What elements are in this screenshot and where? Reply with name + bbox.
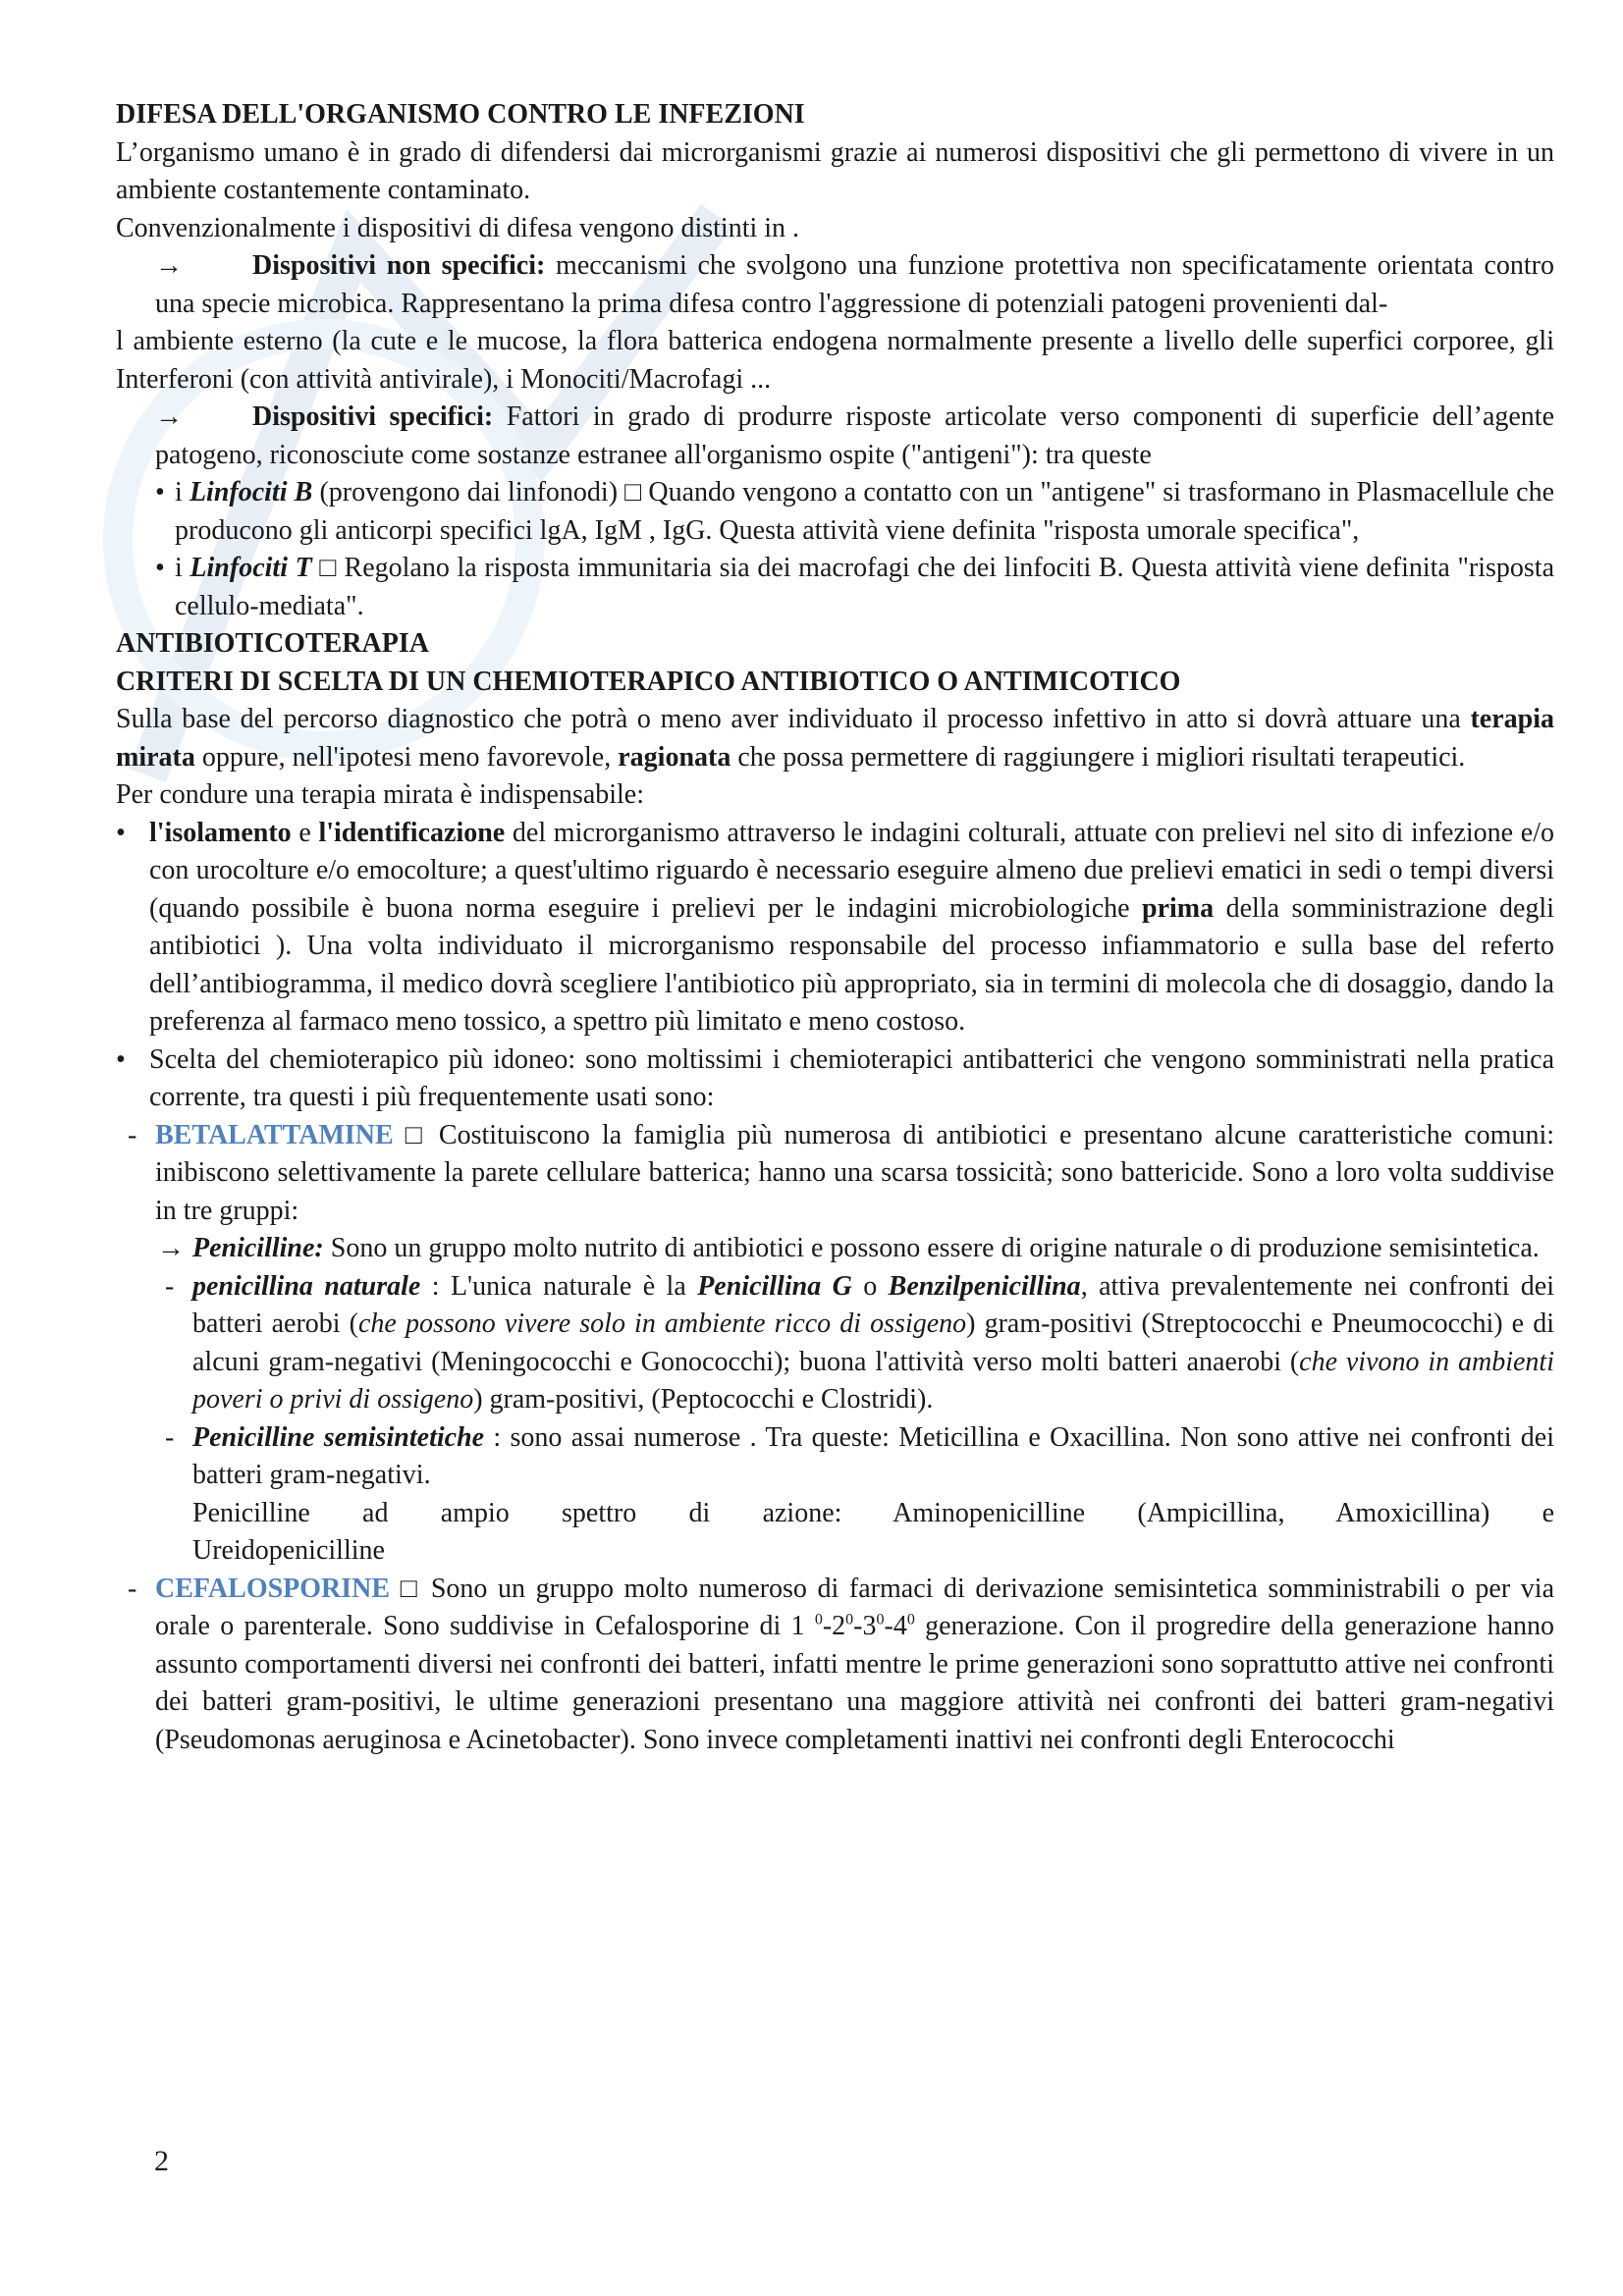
text-linfociti-t: □ Regolano la risposta immunitaria sia dei macrofagi che dei linfociti B. Questa attività viene definita "risposta cellulo-mediata". — [175, 553, 1555, 621]
heading-criteri: CRITERI DI SCELTA DI UN CHEMIOTERAPICO ANTIBIOTICO O ANTIMICOTICO — [116, 666, 1181, 697]
text-specific: Fattori in grado di produrre risposte articolate verso componenti di superficie dell’agente patogeno, riconosciute come sostanze estranee all'organismo ospite ("antigeni"): tra queste — [155, 401, 1555, 470]
label-linfociti-t: Linfociti T — [189, 553, 312, 583]
text-prefix: i — [175, 477, 189, 507]
list-item-nonspecific — [116, 247, 1554, 323]
text-e: e — [291, 817, 319, 848]
list-item-linfociti-t — [116, 550, 1554, 625]
sup-0: 0 — [906, 1611, 915, 1629]
sup-0: 0 — [845, 1611, 854, 1629]
text-pn-italic2: che vivono in ambienti poveri o privi di ossigeno — [192, 1346, 1554, 1415]
text-pn2: o — [851, 1270, 889, 1302]
text-a2: oppure, nell'ipotesi meno favorevole, — [194, 741, 619, 773]
label-cefalosporine: CEFALOSPORINE — [155, 1573, 391, 1604]
text-pn4: ) gram-positivi (Streptococchi e Pneumococchi) e di alcuni gram-negativi (Meningococchi e Gonococchi); buona l'attività verso molti batteri anaerobi ( — [192, 1308, 1554, 1377]
text-iso2: della somministrazione degli antibiotici ). Una volta individuato il microrganismo responsabile del processo infiammatorio e sulla base del referto dell’antibiogramma, il medico dovrà scegliere l'antibiotico più appropriato, sia in termini di molecola che di dosaggio, dando la preferenza al farmaco meno tossico, a spettro più limitato e meno costoso. — [149, 892, 1554, 1037]
text-nonspecific: meccanismi che svolgono una funzione protettiva non specificatamente orientata contro una specie microbica. Rappresentano la prima difesa contro l'aggressione di potenziali patogeni provenienti dal- — [155, 250, 1554, 319]
text-cef3: -3 — [853, 1611, 877, 1641]
arrow-icon: → — [155, 401, 183, 432]
paragraph-intro: L’organismo umano è in grado di difendersi dai microrganismi grazie ai numerosi dispositivi che gli permettono di vivere in un ambiente costantemente contaminato. — [116, 136, 1554, 205]
text-benzilpenicillina: Benzilpenicillina — [888, 1270, 1081, 1302]
sup-0: 0 — [876, 1611, 885, 1629]
text-isolamento: l'isolamento — [149, 817, 292, 848]
bullet-icon: • — [155, 553, 165, 583]
list-item-penicilline — [116, 1230, 1554, 1268]
text-cef2: -2 — [822, 1611, 846, 1641]
list-item-linfociti-b — [116, 474, 1554, 550]
sup-0: 0 — [814, 1611, 823, 1629]
text-pn1: : L'unica naturale è la — [420, 1270, 698, 1302]
arrow-icon: → — [157, 1233, 185, 1263]
text-a3: che possa permettere di raggiungere i migliori risultati terapeutici. — [730, 741, 1466, 773]
label-penicilline-semisintetiche: Penicilline semisintetiche — [192, 1421, 485, 1453]
heading-difesa: DIFESA DELL'ORGANISMO CONTRO LE INFEZIONI — [116, 99, 805, 130]
text-betalattamine: □ Costituiscono la famiglia più numerosa di antibiotici e presentano alcune caratteristiche comuni: inibiscono selettivamente la parete cellulare batterica; hanno una scarsa tossicità; sono battericide. Sono a loro volta suddivise in tre gruppi: — [155, 1119, 1554, 1226]
text-penicilline: Sono un gruppo molto nutrito di antibiotici e possono essere di origine naturale o di produzione semisintetica. — [323, 1233, 1540, 1263]
text-ragionata: ragionata — [618, 741, 731, 773]
text-terapia-mirata: terapia mirata — [116, 704, 1554, 773]
text-pn5: ) gram-positivi, (Peptococchi e Clostridi). — [473, 1384, 934, 1415]
text-iso1: del microrganismo attraverso le indagini colturali, attuate con prelievi nel sito di infezione e/o con urocolture e/o emocolture; a quest'ultimo riguardo è necessario eseguire almeno due prelievi ematici in sedi o tempi diversi (quando possibile è buona norma eseguire i prelievi per le indagini microbiologiche — [149, 817, 1554, 924]
dash-icon: - — [128, 1119, 137, 1150]
paragraph-conv: Convenzionalmente i dispositivi di difesa vengono distinti in . — [116, 212, 800, 243]
text-prefix: i — [175, 553, 190, 583]
list-item-specific — [116, 399, 1554, 474]
text-penicillina-g: Penicillina G — [697, 1270, 852, 1302]
text-scelta: Scelta del chemioterapico più idoneo: sono moltissimi i chemioterapici antibatterici che vengono somministrati nella pratica corrente, tra questi i più frequentemente usati sono: — [149, 1043, 1554, 1112]
document-body — [116, 96, 1554, 1759]
list-item-penicillina-naturale — [116, 1268, 1554, 1419]
label-specific: Dispositivi specifici: — [252, 401, 494, 432]
paragraph-ureidopenicilline: Ureidopenicilline — [192, 1535, 385, 1566]
label-betalattamine: BETALATTAMINE — [155, 1119, 394, 1150]
list-item-scelta — [116, 1041, 1554, 1117]
dash-icon: - — [165, 1421, 175, 1453]
dash-icon: - — [128, 1573, 137, 1604]
text-linfociti-b: (provengono dai linfonodi) □ Quando vengono a contatto con un "antigene" si trasformano in Plasmacellule che producono gli anticorpi specifici lgA, IgM , IgG. Questa attività viene definita "risposta umorale specifica", — [175, 477, 1554, 546]
page-number: 2 — [154, 2145, 169, 2177]
paragraph-terapia — [116, 701, 1554, 776]
label-linfociti-b: Linfociti B — [189, 477, 313, 507]
label-penicillina-naturale: penicillina naturale — [192, 1270, 421, 1302]
text-a1: Sulla base del percorso diagnostico che potrà o meno aver individuato il processo infettivo in atto si dovrà attuare una — [116, 704, 1471, 734]
paragraph-nonspecific-cont: l ambiente esterno (la cute e le mucose, la flora batterica endogena normalmente presente a livello delle superfici corporee, gli Interferoni (con attività antivirale), i Monociti/Macrofagi ... — [116, 326, 1554, 395]
paragraph-ampio-spettro: Penicilline ad ampio spettro di azione: Aminopenicilline (Ampicillina, Amoxicillina) e — [192, 1497, 1554, 1528]
bullet-icon: • — [116, 1043, 126, 1075]
arrow-icon: → — [155, 250, 183, 281]
list-item-betalattamine — [116, 1117, 1554, 1231]
paragraph-condure: Per condure una terapia mirata è indispensabile: — [116, 779, 645, 810]
text-cef1: □ Sono un gruppo molto numeroso di farmaci di derivazione semisintetica somministrabili o per via orale o parenterale. Sono suddivise in Cefalosporine di 1 — [155, 1573, 1554, 1641]
text-cef4: -4 — [884, 1611, 907, 1641]
bullet-icon: • — [116, 817, 126, 848]
bullet-icon: • — [155, 477, 165, 507]
dash-icon: - — [165, 1270, 175, 1302]
text-cef5: generazione. Con il progredire della generazione hanno assunto comportamenti diversi nei confronti dei batteri, infatti mentre le prime generazioni sono soprattutto attive nei confronti dei batteri gram-positivi, le ultime generazioni presentano una maggiore attività nei confronti dei batteri gram-negativi (Pseudomonas aeruginosa e Acinetobacter). Sono invece completamenti inattivi nei confronti degli Enterococchi — [155, 1611, 1554, 1755]
list-item-cefalosporine — [116, 1571, 1554, 1760]
text-pn-italic1: che possono vivere solo in ambiente ricco di ossigeno — [358, 1308, 967, 1339]
text-pn3: , attiva prevalentemente nei confronti dei batteri aerobi ( — [192, 1270, 1554, 1339]
text-identificazione: l'identificazione — [318, 817, 506, 848]
label-penicilline: Penicilline: — [192, 1233, 324, 1263]
text-ps: : sono assai numerose . Tra queste: Meticillina e Oxacillina. Non sono attive nei confronti dei batteri gram-negativi. — [192, 1421, 1554, 1490]
heading-antibioticoterapia: ANTIBIOTICOTERAPIA — [116, 628, 429, 659]
label-nonspecific: Dispositivi non specifici: — [252, 250, 546, 281]
list-item-penicilline-semisintetiche — [116, 1419, 1554, 1495]
text-prima: prima — [1142, 892, 1215, 924]
list-item-isolamento — [116, 815, 1554, 1041]
